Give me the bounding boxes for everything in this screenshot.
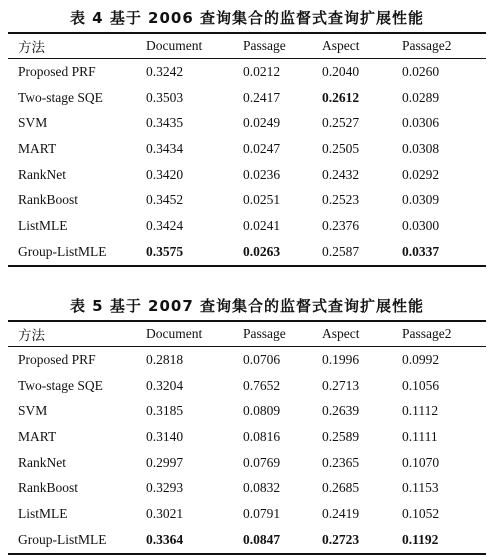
- score-cell: 0.2417: [243, 89, 281, 105]
- header-row: [8, 321, 486, 347]
- table-row: [8, 347, 486, 373]
- score-cell: 0.2419: [322, 505, 360, 521]
- score-cell: 0.2040: [322, 63, 360, 79]
- score-cell: 0.1056: [402, 377, 440, 393]
- score-cell: 0.2587: [322, 243, 360, 259]
- method-cell: Two-stage SQE: [18, 377, 103, 393]
- table-row: [8, 239, 486, 266]
- score-cell: 0.2432: [322, 166, 360, 182]
- score-cell: 0.1112: [402, 403, 439, 419]
- score-cell: 0.2713: [322, 377, 360, 393]
- table-row: [8, 424, 486, 450]
- method-cell: SVM: [18, 403, 48, 419]
- score-cell: 0.0251: [243, 192, 281, 208]
- score-cell: 0.0337: [402, 243, 440, 259]
- score-cell: 0.0212: [243, 63, 281, 79]
- table-row: [8, 527, 486, 554]
- score-cell: 0.2376: [322, 217, 360, 233]
- score-cell: 0.3364: [146, 531, 184, 547]
- score-cell: 0.1996: [322, 351, 360, 367]
- score-cell: 0.0300: [402, 217, 440, 233]
- score-cell: 0.0309: [402, 192, 440, 208]
- score-cell: 0.3424: [146, 217, 184, 233]
- score-cell: 0.0306: [402, 115, 440, 131]
- score-cell: 0.0706: [243, 351, 281, 367]
- method-cell: Two-stage SQE: [18, 89, 103, 105]
- method-cell: Proposed PRF: [18, 351, 96, 367]
- score-cell: 0.3242: [146, 63, 184, 79]
- score-cell: 0.2639: [322, 403, 360, 419]
- score-cell: 0.2612: [322, 89, 360, 105]
- score-cell: 0.3503: [146, 89, 184, 105]
- method-cell: MART: [18, 428, 57, 444]
- score-cell: 0.0249: [243, 115, 281, 131]
- header-passage: Passage: [243, 38, 286, 53]
- score-cell: 0.2505: [322, 140, 360, 156]
- header-passage2: Passage2: [402, 38, 452, 53]
- score-cell: 0.0260: [402, 63, 440, 79]
- table-row: [8, 110, 486, 136]
- score-cell: 0.2527: [322, 115, 360, 131]
- score-cell: 0.3293: [146, 480, 184, 496]
- score-cell: 0.2589: [322, 428, 360, 444]
- table-4: [8, 4, 486, 267]
- header-method: 方法: [18, 328, 45, 343]
- table-5: [8, 292, 486, 555]
- header-document: Document: [146, 38, 203, 53]
- score-cell: 0.1052: [402, 505, 440, 521]
- header-aspect: Aspect: [322, 38, 360, 53]
- score-cell: 0.0289: [402, 89, 440, 105]
- table-row: [8, 136, 486, 162]
- score-cell: 0.3185: [146, 403, 184, 419]
- method-cell: ListMLE: [18, 217, 68, 233]
- header-row: [8, 33, 486, 59]
- score-cell: 0.0247: [243, 140, 281, 156]
- score-cell: 0.0769: [243, 454, 281, 470]
- table-row: [8, 59, 486, 85]
- score-cell: 0.2997: [146, 454, 184, 470]
- score-cell: 0.0992: [402, 351, 440, 367]
- score-cell: 0.1153: [402, 480, 439, 496]
- score-cell: 0.2818: [146, 351, 184, 367]
- table-body: [8, 59, 486, 266]
- score-cell: 0.3575: [146, 243, 184, 259]
- score-cell: 0.0832: [243, 480, 281, 496]
- score-cell: 0.3452: [146, 192, 184, 208]
- method-cell: ListMLE: [18, 505, 68, 521]
- score-cell: 0.3420: [146, 166, 184, 182]
- method-cell: RankNet: [18, 454, 66, 470]
- table-caption: 表 5 基于 2007 查询集合的监督式查询扩展性能: [69, 297, 425, 315]
- score-cell: 0.0236: [243, 166, 281, 182]
- score-cell: 0.3021: [146, 505, 184, 521]
- score-cell: 0.1111: [402, 428, 438, 444]
- table-row: [8, 85, 486, 111]
- score-cell: 0.0263: [243, 243, 281, 259]
- method-cell: MART: [18, 140, 57, 156]
- method-cell: Proposed PRF: [18, 63, 96, 79]
- score-cell: 0.0847: [243, 531, 281, 547]
- score-cell: 0.2523: [322, 192, 360, 208]
- header-passage: Passage: [243, 326, 286, 341]
- score-cell: 0.0292: [402, 166, 440, 182]
- score-cell: 0.1070: [402, 454, 440, 470]
- score-cell: 0.3435: [146, 115, 184, 131]
- score-cell: 0.3434: [146, 140, 184, 156]
- score-cell: 0.3140: [146, 428, 184, 444]
- score-cell: 0.0809: [243, 403, 281, 419]
- table-row: [8, 162, 486, 188]
- score-cell: 0.2723: [322, 531, 360, 547]
- method-cell: RankBoost: [18, 192, 79, 208]
- table-caption: 表 4 基于 2006 查询集合的监督式查询扩展性能: [69, 9, 425, 27]
- header-aspect: Aspect: [322, 326, 360, 341]
- method-cell: Group-ListMLE: [18, 531, 107, 547]
- results-table: [8, 32, 486, 267]
- header-document: Document: [146, 326, 203, 341]
- table-row: [8, 187, 486, 213]
- table-row: [8, 398, 486, 424]
- table-row: [8, 213, 486, 239]
- table-body: [8, 347, 486, 554]
- score-cell: 0.2365: [322, 454, 360, 470]
- table-row: [8, 475, 486, 501]
- method-cell: Group-ListMLE: [18, 243, 107, 259]
- method-cell: SVM: [18, 115, 48, 131]
- score-cell: 0.0791: [243, 505, 281, 521]
- results-table: [8, 320, 486, 555]
- header-method: 方法: [18, 40, 45, 55]
- table-row: [8, 373, 486, 399]
- table-row: [8, 501, 486, 527]
- score-cell: 0.2685: [322, 480, 360, 496]
- score-cell: 0.7652: [243, 377, 281, 393]
- score-cell: 0.0241: [243, 217, 281, 233]
- header-passage2: Passage2: [402, 326, 452, 341]
- score-cell: 0.0816: [243, 428, 281, 444]
- method-cell: RankBoost: [18, 480, 79, 496]
- score-cell: 0.3204: [146, 377, 184, 393]
- score-cell: 0.0308: [402, 140, 440, 156]
- method-cell: RankNet: [18, 166, 66, 182]
- score-cell: 0.1192: [402, 531, 439, 547]
- table-row: [8, 450, 486, 476]
